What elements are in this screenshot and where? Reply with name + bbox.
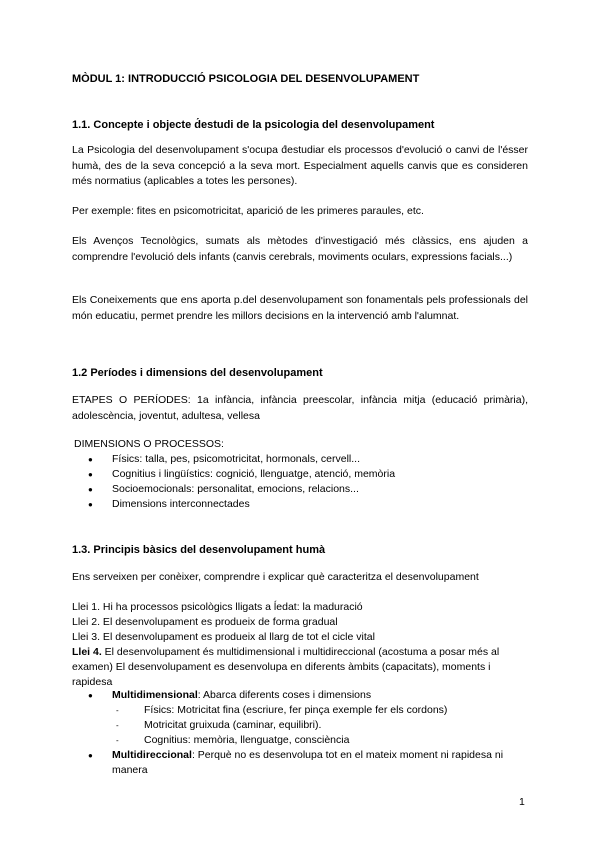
list-item: ● Cognitius i lingüístics: cognició, llenguatge, atenció, memòria bbox=[88, 467, 528, 482]
section-3-heading: 1.3. Principis bàsics del desenvolupament humà bbox=[72, 544, 326, 556]
law-1: Llei 1. Hi ha processos psicològics lligats a ĺedat: la maduració bbox=[72, 601, 363, 613]
dimensions-list bbox=[88, 452, 528, 512]
law-4 bbox=[72, 645, 528, 690]
principles-list bbox=[88, 688, 528, 778]
list-item: ● Socioemocionals: personalitat, emocions, relacions... bbox=[88, 482, 528, 497]
sub-list-item: - Cognitius: memòria, llenguatge, consciència bbox=[112, 733, 528, 748]
section-2-dimensions-title: DIMENSIONS O PROCESSOS: bbox=[74, 438, 224, 450]
section-2-heading: 1.2 Períodes i dimensions del desenvolupament bbox=[72, 367, 323, 379]
page-number: 1 bbox=[519, 796, 525, 808]
multidimensional-label: Multidimensional bbox=[112, 689, 198, 701]
section-1-paragraph-1: La Psicologia del desenvolupament s'ocupa d́estudiar els processos d'evolució o canvi de l'ésser humà, des de la seva concepció a la seva mort. Especialment aquells canvis que es consideren més normatius (aplicables a totes les persones). bbox=[72, 144, 528, 187]
law-3: Llei 3. El desenvolupament es produeix al llarg de tot el cicle vital bbox=[72, 631, 375, 643]
law-4-label: Llei 4. bbox=[72, 646, 102, 658]
section-1-paragraph-2: Per exemple: fites en psicomotricitat, aparició de les primeres paraules, etc. bbox=[72, 205, 424, 217]
section-1-paragraph-3: Els Avenços Tecnològics, sumats als mètodes d'investigació més clàssics, ens ajuden a comprendre l'evolució dels infants (canvis cerebrals, moviments oculars, expressions facials...) bbox=[72, 235, 528, 263]
multidimensional-text: : Abarca diferents coses i dimensions bbox=[197, 689, 372, 701]
law-2: Llei 2. El desenvolupament es produeix de forma gradual bbox=[72, 616, 338, 628]
list-item: ● Físics: talla, pes, psicomotricitat, hormonals, cervell... bbox=[88, 452, 528, 467]
section-1-paragraph-4: Els Coneixements que ens aporta p.del desenvolupament son fonamentals pels professionals del món educatiu, permet prendre les millors decisions en la intervenció amb l'alumnat. bbox=[72, 294, 528, 322]
document-title: MÒDUL 1: INTRODUCCIÓ PSICOLOGIA DEL DESENVOLUPAMENT bbox=[72, 73, 420, 85]
sub-list-item: - Físics: Motricitat fina (escriure, fer pinça exemple fer els cordons) bbox=[112, 703, 528, 718]
list-item: ● Dimensions interconnectades bbox=[88, 497, 528, 512]
section-2-etapes: ETAPES O PERÍODES: 1a infància, infància preescolar, infància mitja (educació primària), adolescència, joventut, adultesa, vellesa bbox=[72, 394, 528, 422]
multidireccional-label: Multidireccional bbox=[112, 749, 192, 761]
section-1-heading: 1.1. Concepte i objecte d́estudi de la psicologia del desenvolupament bbox=[72, 119, 435, 131]
list-item-multidireccional bbox=[88, 748, 528, 778]
law-4-text: El desenvolupament és multidimensional i multidireccional (acostuma a posar més al examen) El desenvolupament es desenvolupa en diferents àmbits (capacitats), moments i rapidesa bbox=[72, 646, 500, 688]
sub-list-item: - Motricitat gruixuda (caminar, equilibri). bbox=[112, 718, 528, 733]
multidireccional-text: : Perquè no es desenvolupa tot en el mateix moment ni rapidesa ni manera bbox=[112, 749, 504, 776]
multidimensional-sublist bbox=[112, 703, 528, 748]
laws-block bbox=[72, 600, 528, 690]
list-item-multidimensional bbox=[88, 688, 528, 748]
section-3-intro: Ens serveixen per conèixer, comprendre i explicar què caracteritza el desenvolupament bbox=[72, 571, 479, 583]
